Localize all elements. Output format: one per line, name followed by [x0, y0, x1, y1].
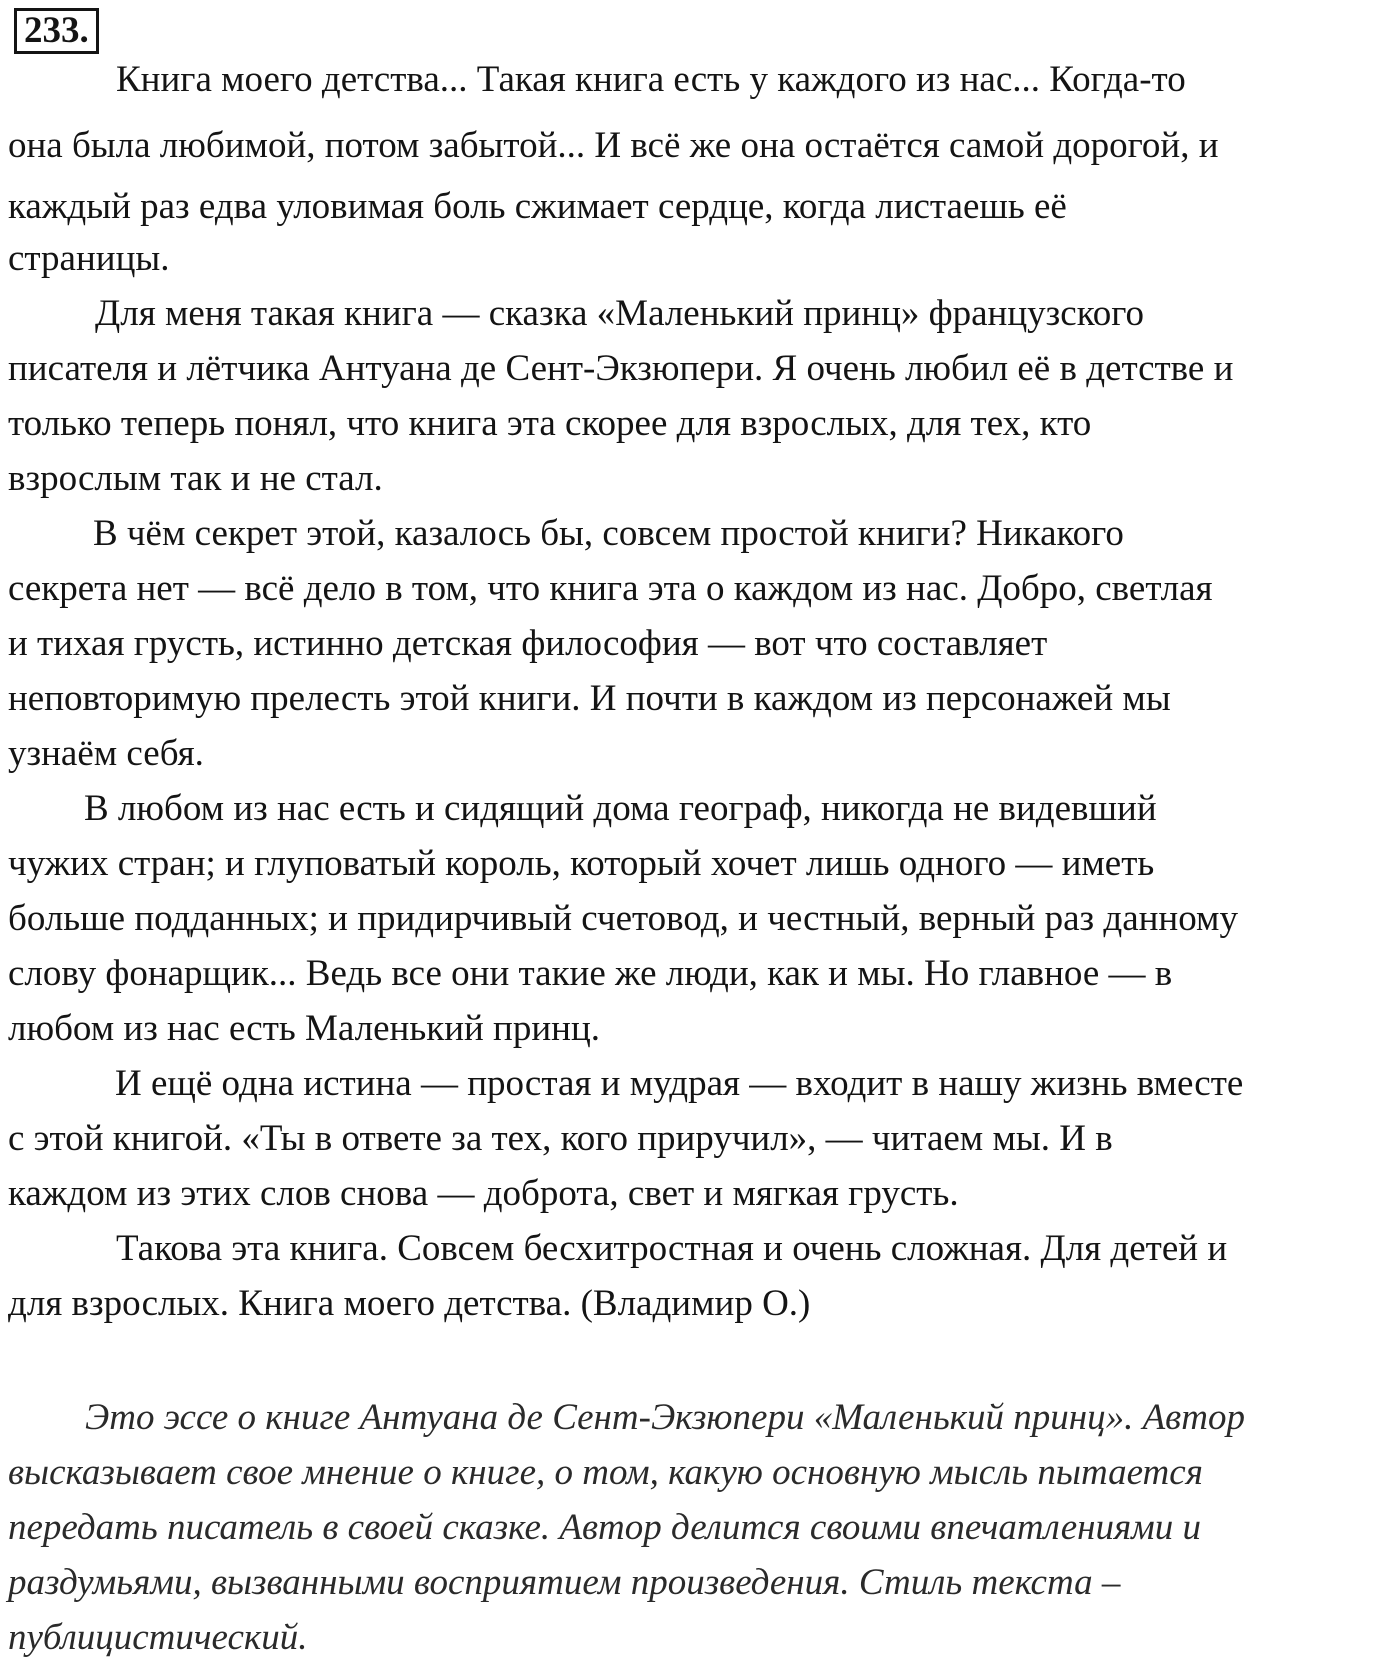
- essay-line-6: писателя и лётчика Антуана де Сент-Экзюпери. Я очень любил её в детстве и: [8, 348, 1234, 389]
- essay-line-1: Книга моего детства... Такая книга есть у каждого из нас... Когда-то: [116, 59, 1186, 100]
- essay-line-20: с этой книгой. «Ты в ответе за тех, кого приручил», — читаем мы. И в: [8, 1118, 1113, 1159]
- essay-line-23: для взрослых. Книга моего детства. (Владимир О.): [8, 1283, 811, 1324]
- commentary-line-1: Это эссе о книге Антуана де Сент-Экзюпери «Маленький принц». Автор: [85, 1397, 1245, 1438]
- commentary-line-3: передать писатель в своей сказке. Автор делится своими впечатлениями и: [8, 1507, 1202, 1548]
- commentary-line-5: публицистический.: [8, 1617, 308, 1658]
- essay-line-4: страницы.: [8, 238, 170, 279]
- essay-line-16: больше подданных; и придирчивый счетовод, и честный, верный раз данному: [8, 898, 1238, 939]
- essay-line-21: каждом из этих слов снова — доброта, свет и мягкая грусть.: [8, 1173, 959, 1214]
- essay-line-19: И ещё одна истина — простая и мудрая — входит в нашу жизнь вместе: [115, 1063, 1244, 1104]
- essay-line-10: секрета нет — всё дело в том, что книга эта о каждом из нас. Добро, светлая: [8, 568, 1213, 609]
- commentary-line-2: высказывает свое мнение о книге, о том, какую основную мысль пытается: [8, 1452, 1203, 1493]
- essay-line-22: Такова эта книга. Совсем бесхитростная и очень сложная. Для детей и: [116, 1228, 1228, 1269]
- commentary-text: [8, 1390, 1400, 1665]
- essay-line-15: чужих стран; и глуповатый король, который хочет лишь одного — иметь: [8, 843, 1155, 884]
- essay-line-7: только теперь понял, что книга эта скорее для взрослых, для тех, кто: [8, 403, 1092, 444]
- essay-line-12: неповторимую прелесть этой книги. И почти в каждом из персонажей мы: [8, 678, 1171, 719]
- essay-text: [8, 52, 1400, 1331]
- essay-line-17: слову фонарщик... Ведь все они такие же люди, как и мы. Но главное — в: [8, 953, 1173, 994]
- essay-line-9: В чём секрет этой, казалось бы, совсем простой книги? Никакого: [93, 513, 1124, 554]
- essay-line-2: она была любимой, потом забытой... И всё же она остаётся самой дорогой, и: [8, 125, 1219, 166]
- essay-line-8: взрослым так и не стал.: [8, 458, 383, 499]
- exercise-number: 233.: [14, 8, 99, 54]
- essay-line-11: и тихая грусть, истинно детская философия — вот что составляет: [8, 623, 1048, 664]
- essay-line-5: Для меня такая книга — сказка «Маленький принц» французского: [95, 293, 1145, 334]
- essay-line-3: каждый раз едва уловимая боль сжимает сердце, когда листаешь её: [8, 186, 1067, 227]
- essay-line-14: В любом из нас есть и сидящий дома географ, никогда не видевший: [84, 788, 1157, 829]
- commentary-line-4: раздумьями, вызванными восприятием произведения. Стиль текста –: [8, 1562, 1121, 1603]
- essay-line-13: узнаём себя.: [8, 733, 204, 774]
- essay-line-18: любом из нас есть Маленький принц.: [8, 1008, 600, 1049]
